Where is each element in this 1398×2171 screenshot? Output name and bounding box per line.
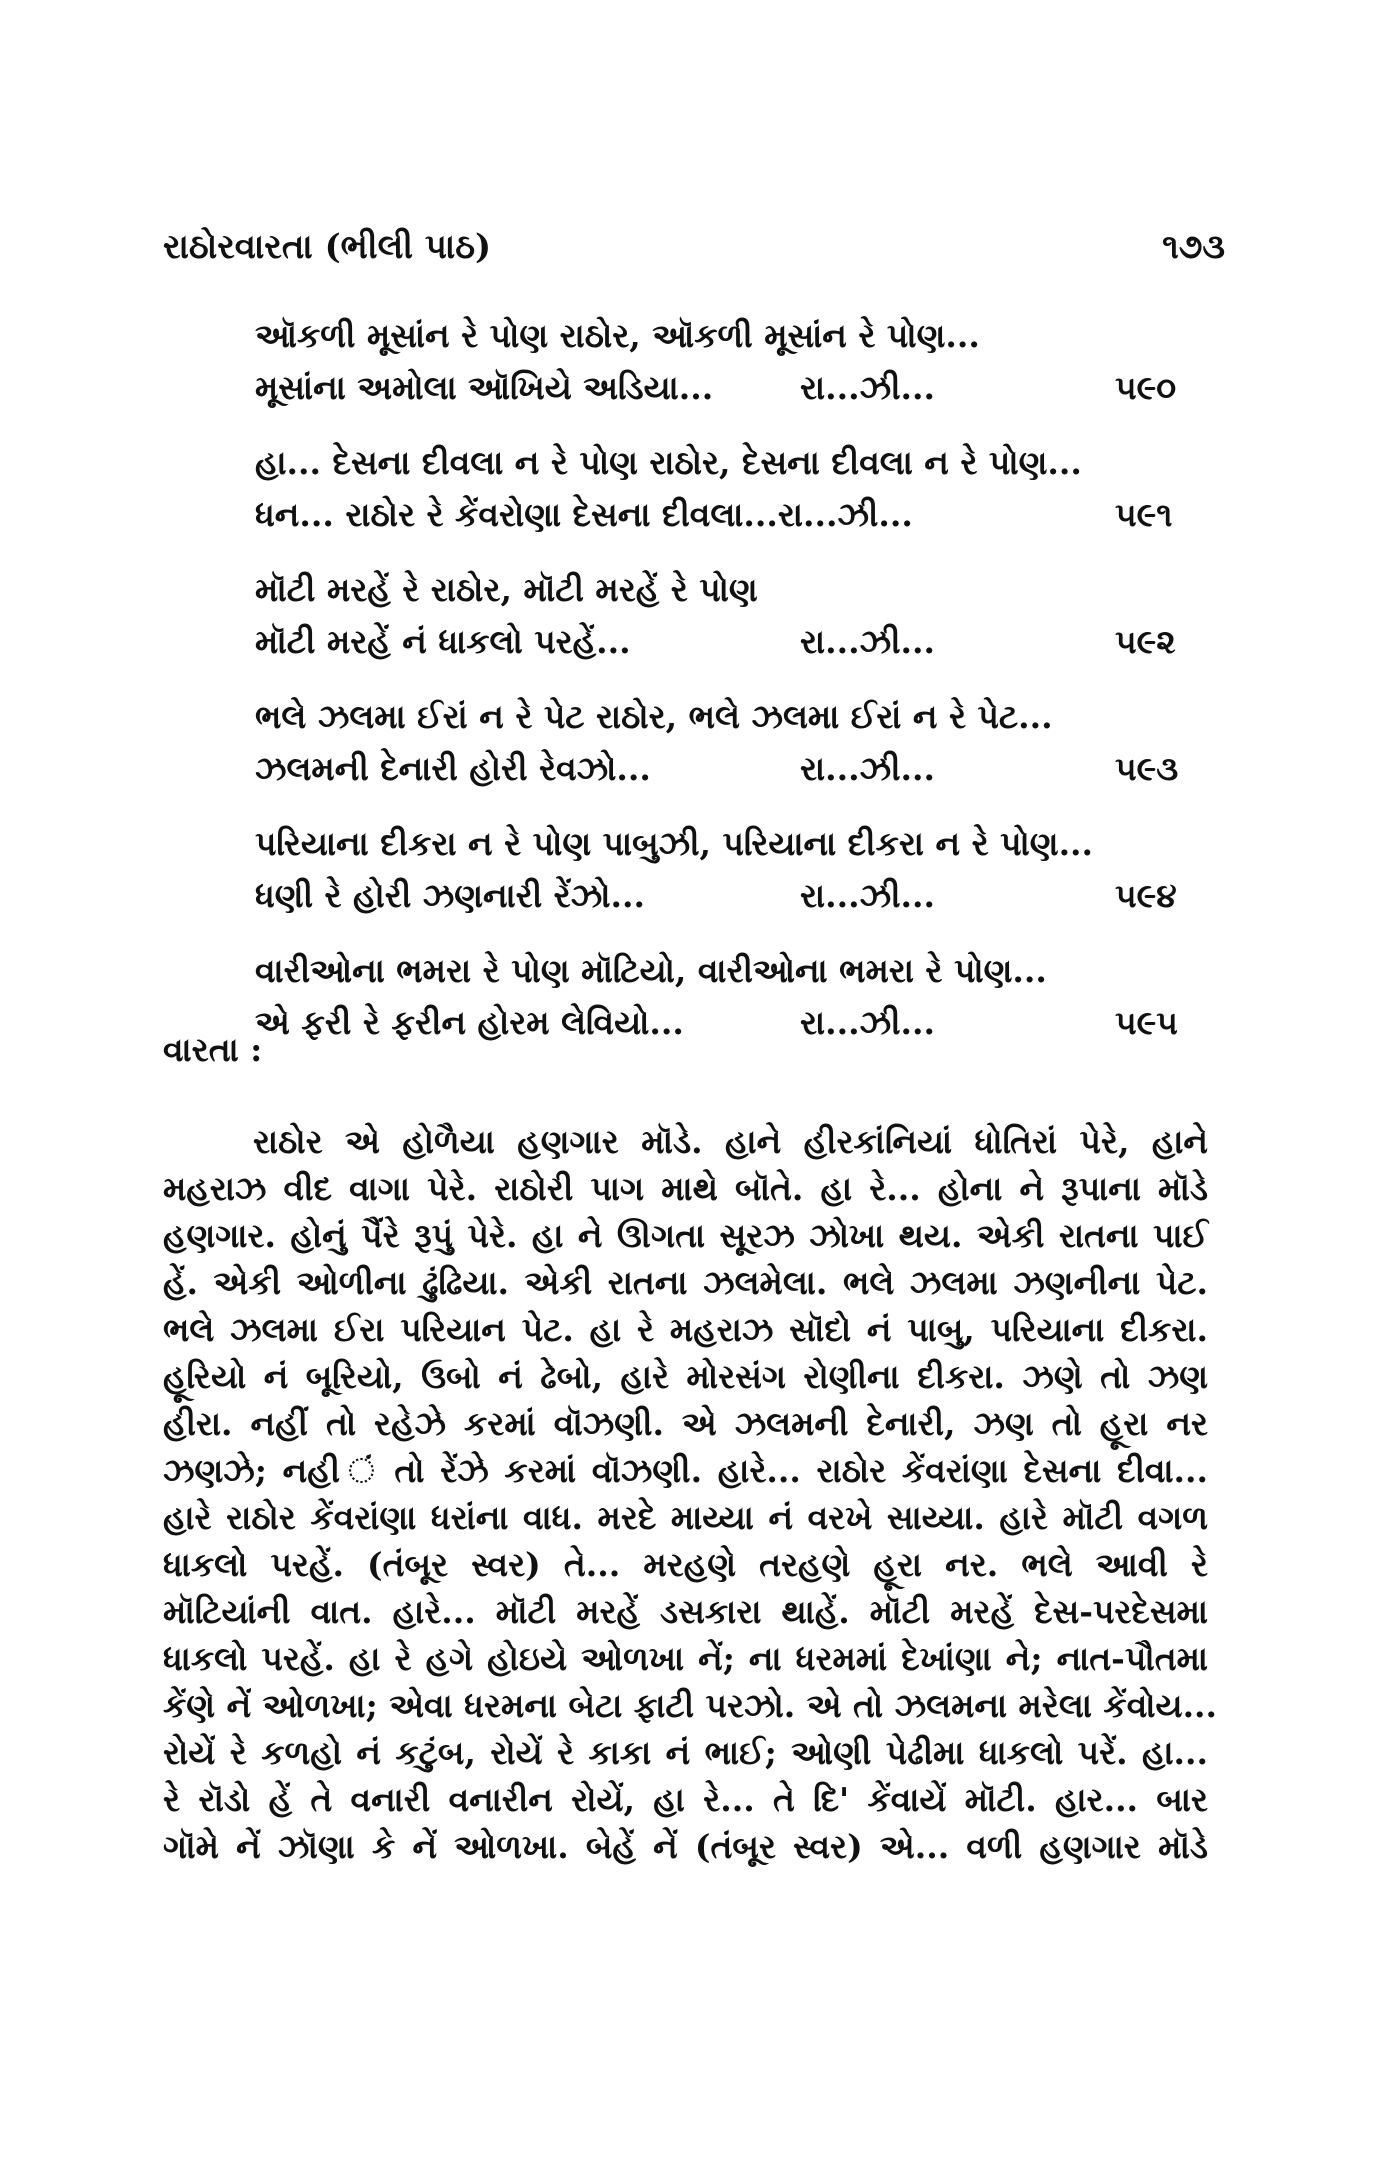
- verse-text: મૉટી મરહેં નં ધાકલો પરહેં...: [255, 622, 631, 661]
- verse-text: મૂસાંના અમોલા ઑખિયે અડિયા...: [255, 368, 714, 407]
- verse-number: ૫૯૫: [1115, 1003, 1178, 1042]
- verse-line: [255, 437, 1195, 489]
- stanza: [255, 691, 1195, 795]
- prose-line: હેં. એકી ઓળીના ઢુંઢિયા. એકી રાતના ઝલમેલા. ભલે ઝલમા ઝણનીના પેટ.: [163, 1263, 1208, 1302]
- verse-line: [255, 997, 1195, 1049]
- prose-line: રોયેં રે કળહો નં કટુંબ, રોયેં રે કાકા નં ભાઈ; ઓણી પેઢીમા ધાકલો પરેં. હા...: [163, 1733, 1208, 1772]
- prose-line: કેંણે નેં ઓળખા; એવા ધરમના બેટા ફાટી પરઝો. એ તો ઝલમના મરેલા કેંવોય...: [163, 1686, 1218, 1725]
- verse-line: [255, 564, 1195, 616]
- prose-line: હણગાર. હોનું પૈંરે રૂપું પેરે. હા ને ઊગતા સૂરઝ ઝોખા થય. એકી રાતના પાઈ: [163, 1216, 1208, 1255]
- prose-line: હૂરિયો નં બૂરિયો, ઉબો નં ઢેબો, હારે મોરસંગ રોણીના દીકરા. ઝણે તો ઝણ: [163, 1357, 1208, 1396]
- stanza: [255, 310, 1195, 414]
- stanza: [255, 818, 1195, 922]
- prose-line: હીરા. નહીં તો રહેઝે કરમાં વૉઝણી. એ ઝલમની દેનારી, ઝણ તો હૂરા નર: [163, 1404, 1208, 1443]
- stanza: [255, 437, 1195, 541]
- verse-refrain: રા...ઝી...: [800, 749, 935, 788]
- stanza: [255, 945, 1195, 1049]
- verse-line: [255, 489, 1195, 541]
- verse-refrain: રા...ઝી...: [800, 368, 935, 407]
- verse-line: [255, 870, 1195, 922]
- verse-refrain: રા...ઝી...: [800, 622, 935, 661]
- verse-text: મૉટી મરહેં રે રાઠોર, મૉટી મરહેં રે પોણ: [255, 570, 758, 609]
- verse-number: ૫૯૪: [1115, 876, 1177, 915]
- verse-text: હા... દેસના દીવલા ન રે પોણ રાઠોર, દેસના દીવલા ન રે પોણ...: [255, 443, 1082, 482]
- stanza: [255, 564, 1195, 668]
- verse-text: ભલે ઝલમા ઈરાં ન રે પેટ રાઠોર, ભલે ઝલમા ઈરાં ન રે પેટ...: [255, 697, 1053, 736]
- verse-text: ધન... રાઠોર રે કેંવરોણા દેસના દીવલા...રા...ઝી...: [255, 495, 913, 534]
- verse-line: [255, 743, 1195, 795]
- verse-text: એ ફરી રે ફરીન હોરમ લેવિયો...: [255, 1003, 684, 1042]
- verse-refrain: રા...ઝી...: [800, 1003, 935, 1042]
- prose-line: ગૉમે નેં ઝૉણા કે નેં ઓળખા. બેહેં નેં (તંબૂર સ્વર) એ... વળી હણગાર મૉડે: [163, 1827, 1208, 1866]
- prose-line: હારે રાઠોર કેંવરાંણા ધરાંના વાધ. મરદે માય્યા નં વરખે સાય્યા. હારે મૉટી વગળ: [163, 1498, 1208, 1537]
- prose-line: ઝણઝે; નહી ં તો રેંઝે કરમાં વૉઝણી. હારે... રાઠોર કેંવરાંણા દેસના દીવા...: [163, 1451, 1208, 1490]
- verse-line: [255, 691, 1195, 743]
- prose-line: ધાકલો પરહેં. હા રે હગે હોઇયે ઓળખા નેં; ના ધરમમાં દેખાંણા ને; નાત-પૌતમા: [163, 1639, 1208, 1678]
- prose-line: ભલે ઝલમા ઈરા પરિયાન પેટ. હા રે મહરાઝ સૉદો નં પાબુ, પરિયાના દીકરા.: [163, 1310, 1208, 1349]
- verse-line: [255, 945, 1195, 997]
- prose-line: મહરાઝ વીદ વાગા પેરે. રાઠોરી પાગ માથે બૉતે. હા રે... હોના ને રૂપાના મૉડે: [163, 1169, 1208, 1208]
- verse-number: ૫૯૧: [1115, 495, 1173, 534]
- verse-text: વારીઓના ભમરા રે પોણ મૉટિયો, વારીઓના ભમરા રે પોણ...: [255, 951, 1047, 990]
- verse-text: ઝલમની દેનારી હોરી રેવઝો...: [255, 749, 651, 788]
- verse-line: [255, 616, 1195, 668]
- verse-line: [255, 818, 1195, 870]
- page-number: ૧૭૩: [1162, 227, 1225, 267]
- prose-paragraph: [163, 1118, 1218, 1870]
- verse-line: [255, 310, 1195, 362]
- verse-number: ૫૯૩: [1115, 749, 1179, 788]
- verse-number: ૫૯૨: [1115, 622, 1176, 661]
- running-title: રાઠોરવારતા (ભીલી પાઠ): [163, 227, 492, 267]
- verse-text: પરિયાના દીકરા ન રે પોણ પાબુઝી, પરિયાના દીકરા ન રે પોણ...: [255, 824, 1094, 863]
- verse-block: [255, 310, 1195, 1072]
- verse-text: ઑકળી મૂસાંન રે પોણ રાઠોર, ઑકળી મૂસાંન રે પોણ...: [255, 316, 980, 355]
- verse-text: ધણી રે હોરી ઝણનારી રેંઝો...: [255, 876, 645, 915]
- prose-line: રે રૉડો હેં તે વનારી વનારીન રોયેં, હા રે... તે દિ' કેંવાયેં મૉટી. હાર... બાર: [163, 1780, 1208, 1819]
- section-heading: વારતા :: [163, 1030, 263, 1069]
- prose-line: રાઠોર એ હોળૈયા હણગાર મૉડે. હાને હીરકાંનિયાં ધોતિરાં પેરે, હાને: [253, 1122, 1208, 1161]
- verse-line: [255, 362, 1195, 414]
- verse-refrain: રા...ઝી...: [800, 876, 935, 915]
- prose-line: મૉટિયાંની વાત. હારે... મૉટી મરહેં ડસકારા થાહેં. મૉટી મરહેં દેસ-પરદેસમા: [163, 1592, 1208, 1631]
- verse-number: ૫૯૦: [1115, 368, 1177, 407]
- running-header: [163, 222, 1225, 272]
- prose-line: ધાકલો પરહેં. (તંબૂર સ્વર) તે... મરહણે તરહણે હૂરા નર. ભલે આવી રે: [163, 1545, 1208, 1584]
